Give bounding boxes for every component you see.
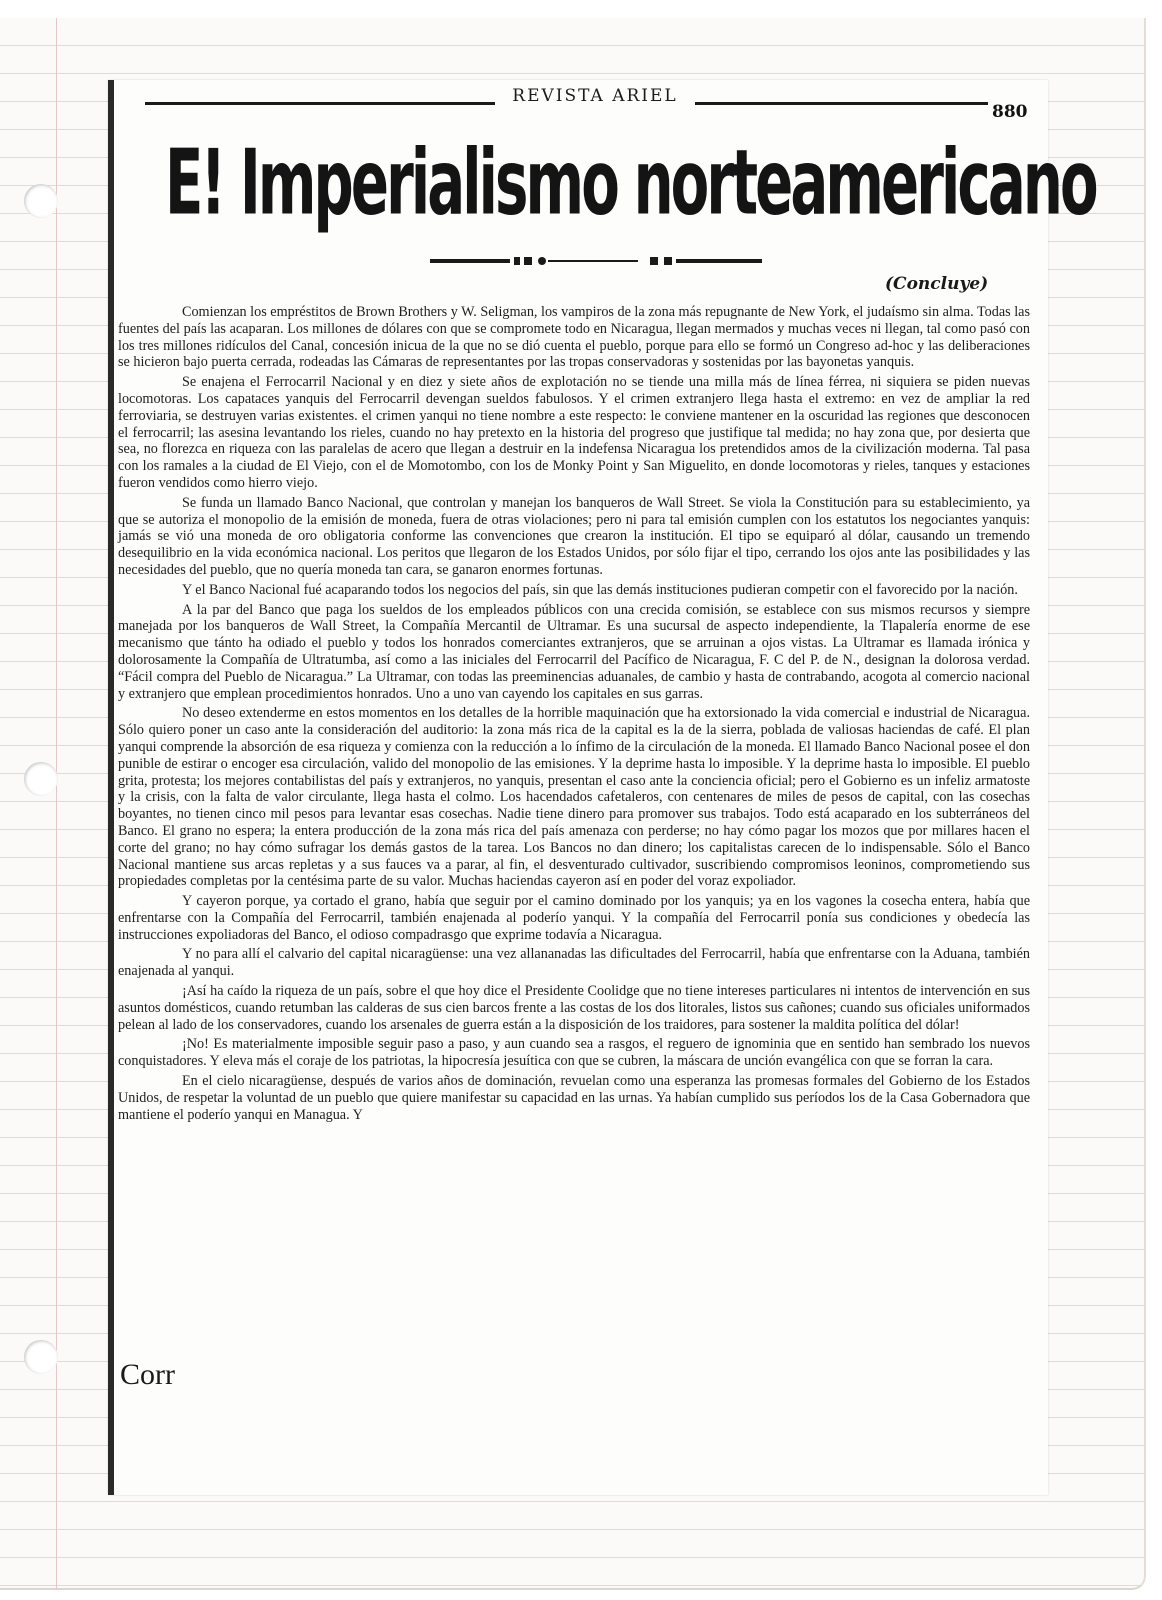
binder-hole-bottom bbox=[24, 1340, 58, 1374]
paragraph: Se enajena el Ferrocarril Nacional y en diez y siete años de explotación no se tiende una milla más de línea férrea, ni siquiera se piden nuevas locomotoras. Los capataces yanquis del Ferrocarril devengan sueldos fabulosos. Y el crimen extranjero llega hasta el extremo: en vez de ampliar la red ferroviaria, se destruyen varias existentes. el crimen yanqui no tiene nombre a este respecto: le conviene mantener en la oscuridad las regiones que desconocen el ferrocarril; las asesina levantando los rieles, cuando no hay pretexto en la historia del progreso que justifique tal medida; no hay zona que, por desierta que sea, no florezca en riqueza con las paralelas de acero que llegan a destruir en la indefensa Nicaragua los pretendidos amos de la civilización moderna. Tal pasa con los ramales a la ciudad de El Viejo, con el de Momotombo, con los de Monky Point y San Miguelito, en donde locomotoras y rieles, tanques y estaciones fueron vendidos como hierro viejo. bbox=[118, 374, 1030, 491]
page-number: 880 bbox=[988, 102, 1032, 122]
margin-stamp: Corr bbox=[120, 1358, 175, 1391]
binder-hole-top bbox=[24, 184, 58, 218]
binder-hole-middle bbox=[24, 762, 58, 796]
paragraph: Se funda un llamado Banco Nacional, que controlan y manejan los banqueros de Wall Street. Se viola la Constitución para su establecimiento, ya que se autoriza el monopolio de la emisión de moneda, fuera de otras violaciones; pero ni para tal emisión cumplen con los estatutos los negociantes yanquis: jamás se vió una moneda de oro obligatoria conforme las convenciones que crearon la institución. El tipo se equiparó al dólar, causando un tremendo desequilibrio en la vida económica nacional. Los peritos que llegaron de los Estados Unidos, por sólo fijar el tipo, cerrando los ojos ante las posibilidades y las necesidades del pueblo, que no quería moneda tan cara, se ganaron enormes fortunas. bbox=[118, 494, 1030, 578]
paragraph: Y el Banco Nacional fué acaparando todos los negocios del país, sin que las demás instituciones pudieran competir con el favorecido por la nación. bbox=[182, 581, 1018, 598]
paragraph: En el cielo nicaragüense, después de varios años de dominación, revuelan como una esperanza las promesas formales del Gobierno de los Estados Unidos, de respetar la voluntad de un pueblo que quiere manifestar su capacidad en las urnas. Ya habían cumplido sus períodos los de la Casa Gobernadora que mantiene el poderío yanqui en Managua. Y bbox=[118, 1073, 1030, 1123]
article-body bbox=[118, 304, 1030, 1126]
clipping-edge bbox=[108, 80, 114, 1495]
paragraph: No deseo extenderme en estos momentos en los detalles de la horrible maquinación que ha extorsionado la vida comercial e industrial de Nicaragua. Sólo quiero poner un caso ante la consideración del auditorio: la zona más rica de la capital es la de la sierra, poblada de valiosas haciendas de café. El plan yanqui comprende la absorción de esa riqueza y comienza con la reducción a lo ínfimo de la circulación de la moneda. El llamado Banco Nacional posee el don punible de estirar o encoger esa circulación, valido del monopolio de las emisiones. Y la deprime hasta lo imposible. Y la deprime hasta lo imposible. El pueblo grita, protesta; los mejores contabilistas del país y extranjeros, no yanquis, presentan el caso ante la conciencia oficial; pero el Gobierno es un infeliz armatoste y la crisis, con la falta de valor circulante, llega hasta el colmo. Los hacendados cafetaleros, con centenares de miles de pesos de capital, con las cosechas boyantes, no tienen cinco mil pesos para levantar esas cosechas. Nadie tiene dinero para promover sus trabajos. Todo está acaparado en los subterráneos del Banco. El grano no espera; la entera producción de la zona más rica del país amenaza con perderse; no hay cómo pagar los mozos que por millares hacen el corte del grano; no hay cómo sufragar los demás gastos de la tarea. Los Bancos no dan dinero; los capitalistas carecen de lo indispensable. Sólo el Banco Nacional mantiene sus arcas repletas y a sus fauces va a parar, al fin, el desventurado cultivador, suscribiendo compromisos leoninos, comprometiendo sus propiedades completas por la centésima parte de su valor. Muchas haciendas cayeron así en poder del voraz expoliador. bbox=[118, 705, 1030, 890]
title-ornament bbox=[430, 254, 762, 268]
paragraph: Comienzan los empréstitos de Brown Brothers y W. Seligman, los vampiros de la zona más repugnante de New York, el judaísmo sin alma. Todas las fuentes del país las acaparan. Los millones de dólares con que se compromete todo en Nicaragua, llegan mermados y muchas veces ni llegan, tal como pasó con los tres millones ridículos del Canal, concesión inicua de la que no se dió cuenta el pueblo, porque para ello se formó un Congreso ad-hoc y las deliberaciones se hicieron bajo puerta cerrada, rodeadas las Cámaras de representantes por las tropas conservadoras y sostenidas por las bayonetas yanquis. bbox=[118, 304, 1030, 371]
article-title: E! Imperialismo norteamericano bbox=[165, 132, 1096, 236]
paragraph: ¡No! Es materialmente imposible seguir paso a paso, y aun cuando sea a rasgos, el reguero de ignominia que en sentido han sembrado los nuevos conquistadores. Y eleva más el coraje de los patriotas, la hipocresía jesuítica con que se cubren, la máscara de unción evangélica con que se forran la cara. bbox=[118, 1036, 1030, 1070]
article-subtitle: (Concluye) bbox=[885, 274, 989, 294]
paragraph: A la par del Banco que paga los sueldos de los empleados públicos con una crecida comisión, se establece con sus mismos recursos y siempre manejada por los banqueros de Wall Street, la Compañía Mercantil de Ultramar. Es una sucursal de aspecto independiente, la Tlapalería enorme de ese mecanismo que tánto ha odiado el pueblo y todos los honrados comerciantes extranjeros, que se arruinan a ojos vistas. La Ultramar es llamada irónica y dolorosamente la Compañía de Ultratumba, así como a las iniciales del Ferrocarril del Pacífico de Nicaragua, F. C del P. de N., designan la dolorosa verdad. “Fácil compra del Pueblo de Nicaragua.” La Ultramar, con todas las preeminencias aduanales, de cambio y hasta de contrabando, acogota al comercio nacional y extranjero que emplean procedimientos honrados. Uno a uno van cayendo los capitales en sus garras. bbox=[118, 601, 1030, 702]
paragraph: Y no para allí el calvario del capital nicaragüense: una vez allananadas las dificultades del Ferrocarril, había que enfrentarse con la Aduana, también enajenada al yanqui. bbox=[118, 946, 1030, 980]
paragraph: Y cayeron porque, ya cortado el grano, había que seguir por el camino dominado por los yanquis; ya en los vagones la cosecha entera, había que enfrentarse con la Compañía del Ferrocarril, también enajenada al poderío yanqui. Y la compañía del Ferrocarril ponía sus condiciones y obedecía las instrucciones expoliadoras del Banco, el odioso compadrasgo que exprime todavía a Nicaragua. bbox=[118, 893, 1030, 943]
journal-name: REVISTA ARIEL bbox=[495, 86, 695, 106]
paragraph: ¡Así ha caído la riqueza de un país, sobre el que hoy dice el Presidente Coolidge que no tiene intereses particulares ni intentos de intervención en sus asuntos domésticos, cuando retumban las calderas de sus cien barcos frente a las costas de los dos litorales, listos sus cañones; cuando sus oficiales uniformados pelean al lado de los conservadores, cuando los arsenales de guerra están a la disposición de los traidores, para sostener la maldita política del dólar! bbox=[118, 983, 1030, 1033]
